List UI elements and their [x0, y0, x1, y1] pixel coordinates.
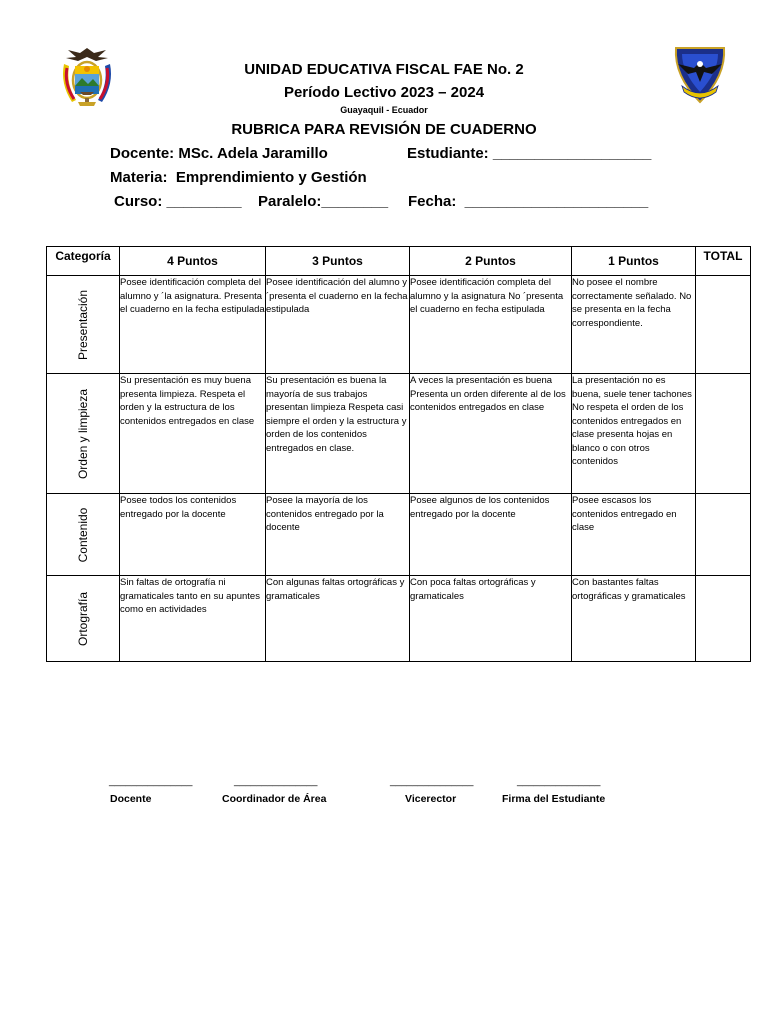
signature-label-estudiante: Firma del Estudiante: [502, 793, 606, 805]
header-4-puntos: 4 Puntos: [120, 247, 266, 276]
category-label: Orden y limpieza: [76, 388, 90, 479]
estudiante-line: Estudiante: ___________________: [407, 145, 652, 162]
signature-line-coordinador[interactable]: _______________: [234, 776, 318, 787]
docente-line: Docente: MSc. Adela Jaramillo: [110, 145, 328, 162]
rubric-table: [46, 246, 751, 662]
category-cell: [47, 494, 120, 576]
school-city: Guayaquil - Ecuador: [340, 105, 428, 115]
criteria-cell: Con poca faltas ortográficas y gramaticales: [410, 576, 572, 662]
criteria-cell: Posee identificación completa del alumno y la asignatura No ´presenta el cuaderno en fecha estipulada: [410, 276, 572, 374]
category-label: Ortografía: [76, 591, 90, 646]
signature-line-docente[interactable]: _______________: [109, 776, 193, 787]
header-1-puntos: 1 Puntos: [572, 247, 696, 276]
header-2-puntos: 2 Puntos: [410, 247, 572, 276]
criteria-cell: Sin faltas de ortografía ni gramaticales tanto en su apuntes como en actividades: [120, 576, 266, 662]
table-row: [47, 276, 751, 374]
total-cell[interactable]: [696, 374, 751, 494]
signature-line-vicerector[interactable]: _______________: [390, 776, 474, 787]
criteria-cell: Con bastantes faltas ortográficas y gramaticales: [572, 576, 696, 662]
criteria-cell: Posee identificación completa del alumno y ´la asignatura. Presenta el cuaderno en la fecha estipulada: [120, 276, 266, 374]
criteria-cell: Posee la mayoría de los contenidos entregado por la docente: [266, 494, 410, 576]
criteria-cell: A veces la presentación es buena Presenta un orden diferente al de los contenidos entregados en clase: [410, 374, 572, 494]
document-title: RUBRICA PARA REVISIÓN DE CUADERNO: [231, 121, 537, 138]
criteria-cell: Posee identificación del alumno y ´presenta el cuaderno en la fecha estipulada: [266, 276, 410, 374]
criteria-cell: Su presentación es buena la mayoría de sus trabajos presentan limpieza Respeta casi siempre el orden y la estructura y orden de los contenidos entregados en clase.: [266, 374, 410, 494]
table-row: [47, 374, 751, 494]
signature-label-coordinador: Coordinador de Área: [222, 793, 327, 805]
criteria-cell: Posee algunos de los contenidos entregado por la docente: [410, 494, 572, 576]
category-label: Presentación: [76, 289, 90, 360]
school-period: Período Lectivo 2023 – 2024: [283, 84, 485, 101]
category-cell: [47, 374, 120, 494]
criteria-cell: La presentación no es buena, suele tener tachones No respeta el orden de los contenidos entregados en clase presenta hojas en blanco o con otros contenidos: [572, 374, 696, 494]
school-name: UNIDAD EDUCATIVA FISCAL FAE No. 2: [244, 61, 524, 78]
signature-line-estudiante[interactable]: _______________: [517, 776, 601, 787]
signature-label-docente: Docente: [110, 793, 152, 805]
total-cell[interactable]: [696, 576, 751, 662]
table-row: [47, 494, 751, 576]
header-total: TOTAL: [696, 247, 751, 276]
criteria-cell: Con algunas faltas ortográficas y gramaticales: [266, 576, 410, 662]
criteria-cell: Posee escasos los contenidos entregado en clase: [572, 494, 696, 576]
curso-line: Curso: _________: [114, 193, 242, 210]
materia-line: Materia: Emprendimiento y Gestión: [110, 169, 367, 186]
category-cell: [47, 576, 120, 662]
paralelo-line: Paralelo:________: [258, 193, 389, 210]
criteria-cell: Su presentación es muy buena presenta limpieza. Respeta el orden y la estructura de los contenidos entregados en clase: [120, 374, 266, 494]
table-header-row: [47, 247, 751, 276]
header-categoria: Categoría: [47, 247, 120, 276]
table-row: [47, 576, 751, 662]
total-cell[interactable]: [696, 276, 751, 374]
signature-label-vicerector: Vicerector: [405, 793, 457, 805]
fecha-line: Fecha: ______________________: [408, 193, 649, 210]
category-cell: [47, 276, 120, 374]
criteria-cell: No posee el nombre correctamente señalado. No se presenta en la fecha correspondiente.: [572, 276, 696, 374]
criteria-cell: Posee todos los contenidos entregado por la docente: [120, 494, 266, 576]
category-label: Contenido: [76, 507, 90, 562]
header-3-puntos: 3 Puntos: [266, 247, 410, 276]
total-cell[interactable]: [696, 494, 751, 576]
